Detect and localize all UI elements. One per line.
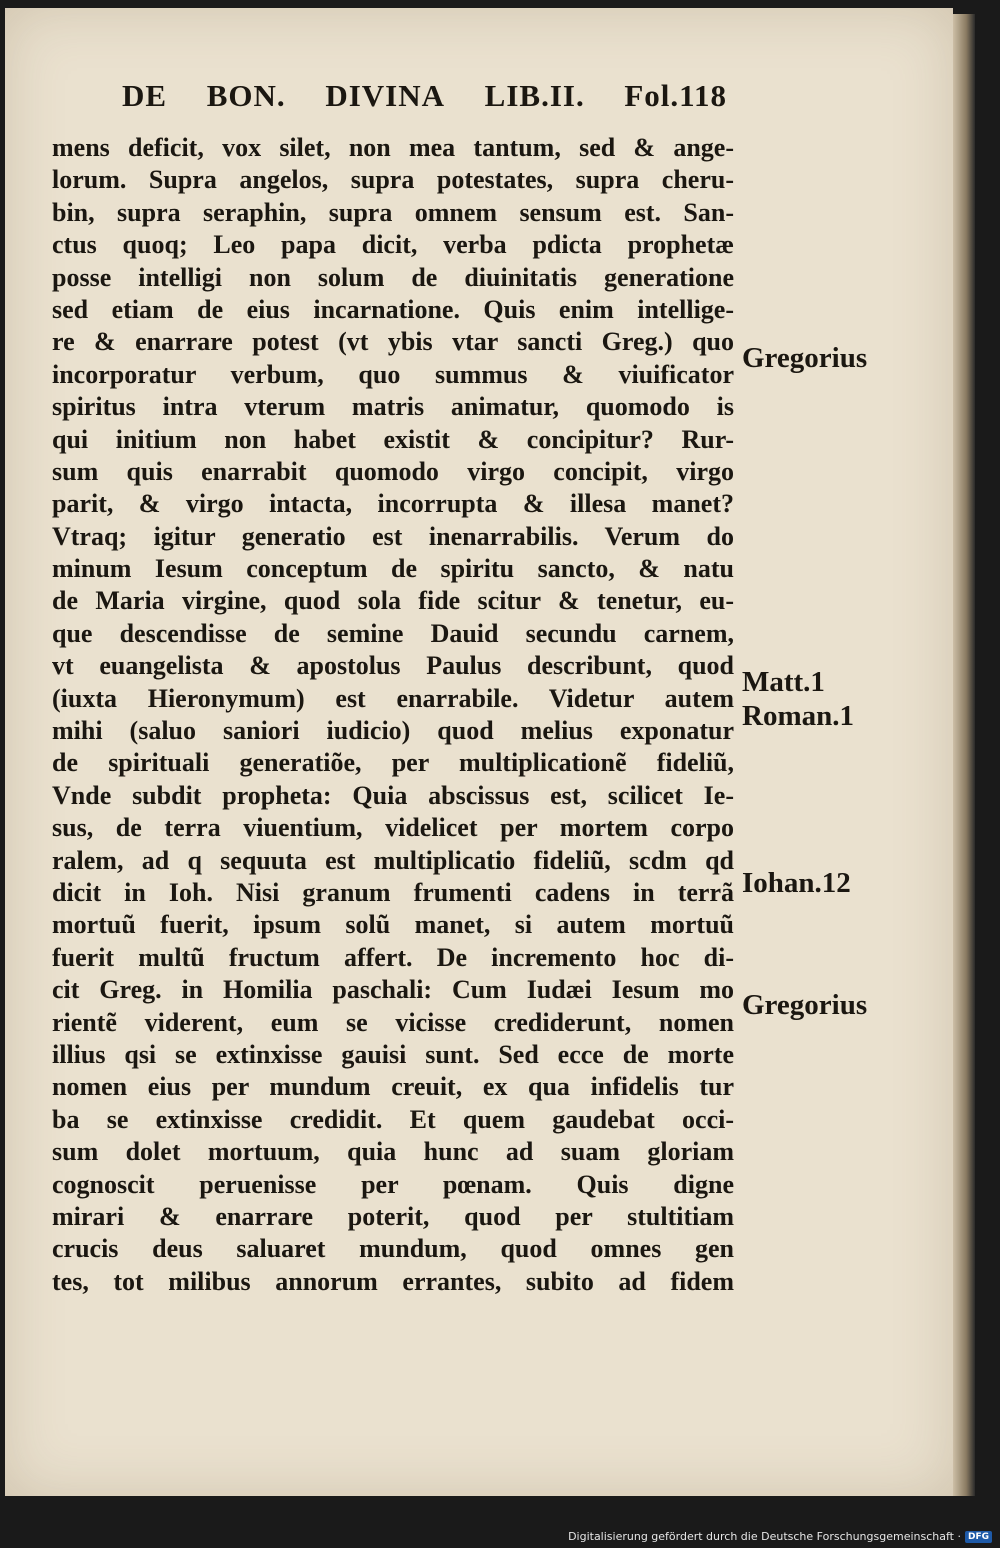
text-line: minum Iesum conceptum de spiritu sancto, & natu bbox=[52, 554, 734, 584]
text-line: qui initium non habet existit & concipitur? Rur- bbox=[52, 424, 734, 454]
text-line: parit, & virgo intacta, incorrupta & illesa manet? bbox=[52, 489, 734, 519]
text-line: crucis deus saluaret mundum, quod omnes gen bbox=[52, 1234, 734, 1264]
text-line: mihi (saluo saniori iudicio) quod melius exponatur bbox=[52, 716, 734, 746]
page-edge bbox=[953, 14, 975, 1496]
text-line: nomen eius per mundum creuit, ex qua infidelis tur bbox=[52, 1072, 734, 1102]
main-text-column bbox=[52, 132, 734, 1298]
marginal-note-gregorius-2: Gregorius bbox=[742, 989, 868, 1021]
header-de: DE bbox=[122, 78, 168, 113]
header-lib: LIB.II. bbox=[484, 78, 585, 113]
running-header bbox=[122, 78, 727, 118]
text-line: mortuũ fuerit, ipsum solũ manet, si autem mortuũ bbox=[52, 910, 734, 940]
text-line: que descendisse de semine Dauid secundu carnem, bbox=[52, 618, 734, 648]
text-line: vt euangelista & apostolus Paulus describunt, quod bbox=[52, 651, 734, 681]
text-line: (iuxta Hieronymum) est enarrabile. Videtur autem bbox=[52, 683, 734, 713]
header-divina: DIVINA bbox=[325, 78, 446, 113]
text-line: sed etiam de eius incarnatione. Quis enim intellige- bbox=[52, 294, 734, 324]
dfg-logo: DFG bbox=[965, 1531, 992, 1543]
text-line: lorum. Supra angelos, supra potestates, supra cheru- bbox=[52, 165, 734, 195]
text-line: incorporatur verbum, quo summus & viuificator bbox=[52, 359, 734, 389]
text-line: mirari & enarrare poterit, quod per stultitiam bbox=[52, 1201, 734, 1231]
text-line: sum dolet mortuum, quia hunc ad suam gloriam bbox=[52, 1137, 734, 1167]
marginal-note-iohan: Iohan.12 bbox=[742, 867, 851, 899]
footer-credit-text: Digitalisierung gefördert durch die Deutsche Forschungsgemeinschaft · bbox=[568, 1530, 961, 1543]
text-line: ba se extinxisse credidit. Et quem gaudebat occi- bbox=[52, 1104, 734, 1134]
footer-credit bbox=[568, 1530, 992, 1543]
text-line: spiritus intra vterum matris animatur, quomodo is bbox=[52, 392, 734, 422]
header-bon: BON. bbox=[206, 78, 286, 113]
text-line: dicit in Ioh. Nisi granum frumenti cadens in terrã bbox=[52, 877, 734, 907]
text-line: rientẽ viderent, eum se vicisse crediderunt, nomen bbox=[52, 1007, 734, 1037]
text-line: mens deficit, vox silet, non mea tantum, sed & ange- bbox=[52, 133, 734, 162]
text-line: ctus quoq; Leo papa dicit, verba pdicta prophetæ bbox=[52, 230, 734, 260]
marginal-note-gregorius: Gregorius bbox=[742, 342, 868, 374]
marginal-note-matt: Matt.1 bbox=[742, 666, 825, 698]
text-line: bin, supra seraphin, supra omnem sensum est. San- bbox=[52, 197, 734, 227]
text-line: posse intelligi non solum de diuinitatis generatione bbox=[52, 262, 734, 292]
text-line: sus, de terra viuentium, videlicet per mortem corpo bbox=[52, 813, 734, 843]
text-line: de Maria virgine, quod sola fide scitur & tenetur, eu- bbox=[52, 586, 734, 616]
text-line: cit Greg. in Homilia paschali: Cum Iudæi Iesum mo bbox=[52, 975, 734, 1005]
text-line: cognoscit peruenisse per pœnam. Quis digne bbox=[52, 1169, 734, 1199]
text-line: re & enarrare potest (vt ybis vtar sancti Greg.) quo bbox=[52, 327, 734, 357]
text-line: Vtraq; igitur generatio est inenarrabilis. Verum do bbox=[52, 521, 734, 551]
marginal-note-roman: Roman.1 bbox=[742, 700, 854, 732]
text-line: Vnde subdit propheta: Quia abscissus est, scilicet Ie- bbox=[52, 780, 734, 810]
text-line: ralem, ad q sequuta est multiplicatio fideliũ, scdm qd bbox=[52, 845, 734, 875]
text-line: fuerit multũ fructum affert. De incremento hoc di- bbox=[52, 942, 734, 972]
text-line: de spirituali generatiõe, per multiplicationẽ fideliũ, bbox=[52, 748, 734, 778]
text-line: sum quis enarrabit quomodo virgo concipit, virgo bbox=[52, 456, 734, 486]
text-line: illius qsi se extinxisse gauisi sunt. Sed ecce de morte bbox=[52, 1039, 734, 1069]
folio-number: Fol.118 bbox=[624, 78, 727, 113]
text-line: tes, tot milibus annorum errantes, subito ad fidem bbox=[52, 1266, 734, 1296]
